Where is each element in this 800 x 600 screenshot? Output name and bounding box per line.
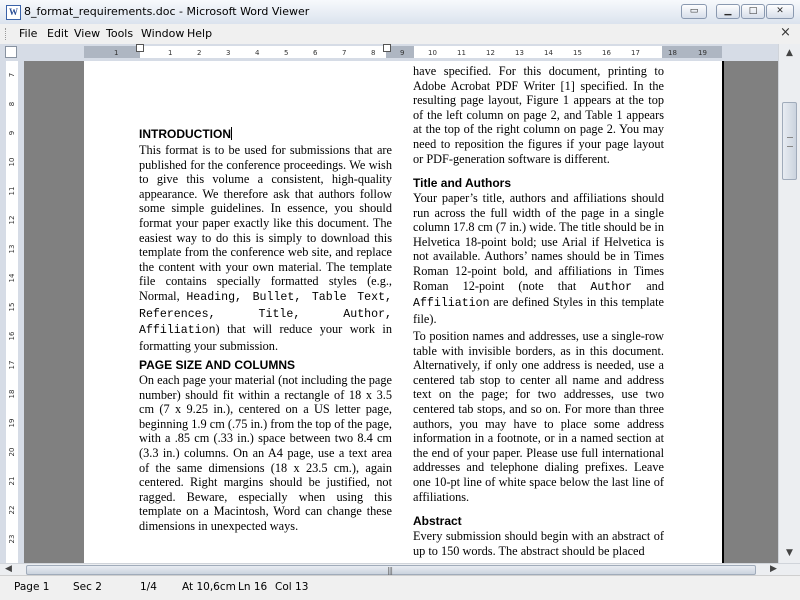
ruler-tick: 11 xyxy=(8,186,16,196)
ruler-tick: 8 xyxy=(8,101,16,107)
ruler-tick: 22 xyxy=(8,505,16,515)
ruler-tick: 10 xyxy=(428,49,437,57)
continued-paragraph xyxy=(413,64,664,166)
scroll-down-arrow-icon[interactable]: ▼ xyxy=(786,548,793,558)
ruler-tick: 19 xyxy=(698,49,707,57)
thumb-grip-icon xyxy=(787,137,793,147)
ruler-tick: 1 xyxy=(114,49,119,57)
ruler-tick: 12 xyxy=(486,49,495,57)
menu-window[interactable]: Window xyxy=(141,27,185,40)
intro-text: This format is to be used for submissions that are published for the conference proceedings. We wish to give this volume a consistent, high-quality appearance. We therefore ask that authors follow some simple guidelines. In essence, you should format your paper exactly like this document. The easiest way to do this is simply to download this template from the conference web site, and replace the content with your own material. The template file contains specially formatted styles (e.g., Normal, xyxy=(139,143,392,303)
maximize-button[interactable] xyxy=(741,4,765,19)
scroll-up-arrow-icon[interactable]: ▲ xyxy=(786,48,793,58)
menu-bar xyxy=(0,24,800,45)
ruler-tick: 15 xyxy=(8,302,16,312)
ruler-tick: 5 xyxy=(284,49,289,57)
status-page-count: 1/4 xyxy=(140,581,157,593)
vertical-scroll-thumb[interactable] xyxy=(782,102,797,180)
title-bar xyxy=(0,0,800,25)
minimize-button[interactable] xyxy=(716,4,740,19)
ruler-tick: 15 xyxy=(573,49,582,57)
ruler-tick: 7 xyxy=(8,72,16,78)
ruler-tick: 10 xyxy=(8,157,16,167)
ruler-tick: 1 xyxy=(168,49,173,57)
ruler-tick: 9 xyxy=(400,49,405,57)
right-indent-marker[interactable] xyxy=(383,44,391,52)
window-title: 8_format_requirements.doc - Microsoft Word Viewer xyxy=(24,5,310,18)
ruler-tick: 21 xyxy=(8,476,16,486)
style-names: Heading, Bullet, Table Text, References, Title, Author, Affiliation xyxy=(139,290,393,338)
affiliation-style-name: Affiliation xyxy=(413,297,490,311)
continued-text: have specified. For this document, printing to Adobe Acrobat PDF Writer [1] specified. In the resulting page layout, Figure 1 appears at the top of the left column on page 2, and Table 1 appears at the top of the right column on page 2. You may need to reposition the figures if your page layout or PDF-generation software is different. xyxy=(413,64,664,166)
menu-tools[interactable]: Tools xyxy=(106,27,134,40)
menu-grip[interactable] xyxy=(5,28,9,40)
author-style-name: Author xyxy=(590,280,633,294)
intro-heading xyxy=(139,127,232,141)
ruler-tick: 17 xyxy=(631,49,640,57)
vertical-scrollbar[interactable] xyxy=(778,44,800,563)
word-viewer-app-icon[interactable]: W xyxy=(6,5,21,20)
intro-text-end: ) that will reduce your work in formatting your submission. xyxy=(139,322,392,353)
ruler-tick: 16 xyxy=(8,331,16,341)
scroll-left-arrow-icon[interactable]: ◀ xyxy=(5,564,12,574)
status-at: At 10,6cm xyxy=(182,581,236,593)
ruler-tick: 14 xyxy=(544,49,553,57)
names-text: To position names and addresses, use a single-row table with invisible borders, as in this document. Alternatively, if only one address is needed, use a centered tab stop to center all name and address text on the page; for two addresses, use two centered tab stops, and so on. For more than three authors, you may have to place some address information in a footnote, or in a named section at the end of your paper. Please use full international addresses and telephone dialing prefixes. Leave one 10-pt line of white space below the last line of affiliations. xyxy=(413,329,664,504)
document-area[interactable] xyxy=(24,61,778,563)
ruler-tick: 17 xyxy=(8,360,16,370)
title-authors-heading: Title and Authors xyxy=(413,176,512,190)
ruler-tick: 13 xyxy=(8,244,16,254)
and-text: and xyxy=(632,278,664,293)
tab-selector[interactable] xyxy=(5,46,17,58)
status-bar xyxy=(0,575,800,600)
abstract-heading: Abstract xyxy=(413,514,462,528)
ruler-tick: 11 xyxy=(457,49,466,57)
ruler-tick: 8 xyxy=(371,49,376,57)
vertical-ruler[interactable] xyxy=(0,61,24,563)
ruler-tick: 18 xyxy=(8,389,16,399)
ruler-tick: 4 xyxy=(255,49,260,57)
document-close-icon[interactable]: × xyxy=(780,25,791,40)
ruler-tick: 14 xyxy=(8,273,16,283)
ruler-tick: 12 xyxy=(8,215,16,225)
horizontal-ruler[interactable] xyxy=(0,44,800,61)
menu-help[interactable]: Help xyxy=(187,27,213,40)
thumb-grip-icon: ||| xyxy=(387,566,393,575)
window-options-icon: ▭ xyxy=(689,6,699,16)
ruler-tick: 19 xyxy=(8,418,16,428)
intro-heading-text: INTRODUCTION xyxy=(139,127,231,141)
ruler-tick: 9 xyxy=(8,130,16,136)
abstract-paragraph xyxy=(413,529,664,558)
status-column: Col 13 xyxy=(275,581,309,593)
ruler-tick: 7 xyxy=(342,49,347,57)
ruler-left-margin xyxy=(84,46,140,58)
page-size-text: On each page your material (not including the page number) should fit within a rectangle of 18 x 3.5 cm (7 x 9.25 in.), centered on a US letter page, beginning 1.9 cm (.75 in.) from the top of the page, with a .85 cm (.33 in.) space between two 8.4 cm (3.3 in.) columns. On an A4 page, use a text area of the same dimensions (18 x 23.5 cm.), again centered. Right margins should be justified, not ragged. Beware, especially when using this template on a Macintosh, Word can change these dimensions in unexpected ways. xyxy=(139,373,392,533)
ruler-tick: 18 xyxy=(668,49,677,57)
title-authors-text: Your paper’s title, authors and affiliations should run across the full width of the page in a single column 17.8 cm (7 in.) wide. The title should be in Helvetica 18-point bold; use Arial if Helvetica is not available. Authors’ names should be in Times Roman 12-point bold, and affiliations in Times Roman 12-point (note that xyxy=(413,191,664,293)
ruler-tick: 2 xyxy=(197,49,202,57)
menu-file[interactable]: File xyxy=(19,27,38,40)
status-page: Page 1 xyxy=(14,581,50,593)
menu-edit[interactable]: Edit xyxy=(47,27,69,40)
abstract-text: Every submission should begin with an abstract of up to 150 words. The abstract should be placed xyxy=(413,529,664,558)
ruler-tick: 20 xyxy=(8,447,16,457)
minimize-icon: ▁ xyxy=(724,6,732,16)
view-options-button[interactable] xyxy=(681,4,707,19)
status-line: Ln 16 xyxy=(238,581,268,593)
horizontal-scroll-thumb[interactable] xyxy=(26,565,756,575)
ruler-tick: 3 xyxy=(226,49,231,57)
title-authors-paragraph xyxy=(413,191,664,326)
page-size-heading: PAGE SIZE AND COLUMNS xyxy=(139,358,296,372)
title-authors-text-end: are defined Styles in this template file). xyxy=(413,295,664,326)
ruler-tick: 6 xyxy=(313,49,318,57)
intro-paragraph xyxy=(139,143,392,353)
page-size-paragraph xyxy=(139,373,392,534)
scroll-right-arrow-icon[interactable]: ▶ xyxy=(770,564,777,574)
document-page[interactable] xyxy=(84,61,722,563)
close-icon: ✕ xyxy=(776,6,784,16)
menu-view[interactable]: View xyxy=(74,27,101,40)
status-section: Sec 2 xyxy=(73,581,102,593)
left-indent-marker[interactable] xyxy=(136,44,144,52)
close-button[interactable] xyxy=(766,4,794,19)
names-paragraph xyxy=(413,329,664,504)
ruler-tick: 13 xyxy=(515,49,524,57)
text-cursor xyxy=(231,127,232,140)
ruler-tick: 16 xyxy=(602,49,611,57)
ruler-tick: 23 xyxy=(8,534,16,544)
maximize-icon: □ xyxy=(748,6,758,16)
